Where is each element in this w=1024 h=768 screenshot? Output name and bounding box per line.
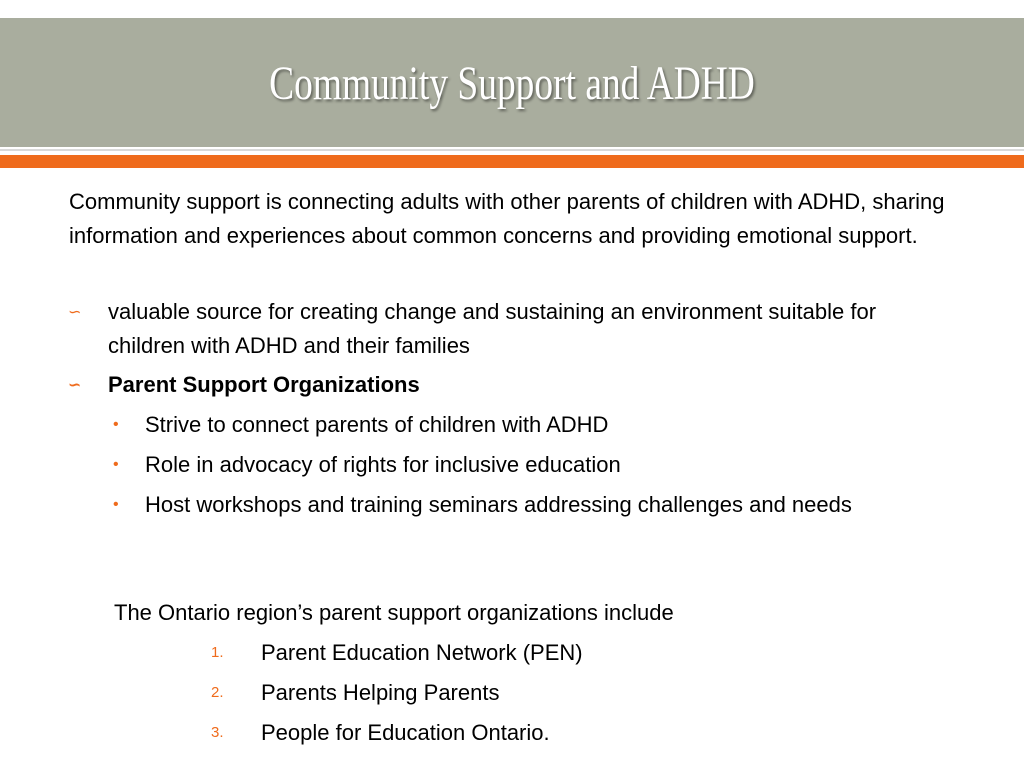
dot-bullet-icon: •	[113, 496, 119, 513]
bullet-item	[68, 295, 938, 363]
sub-bullet-item	[113, 408, 945, 442]
numbered-text: Parents Helping Parents	[261, 680, 500, 705]
bullet-item	[68, 368, 938, 402]
item-number: 2.	[211, 684, 224, 701]
numbered-item	[211, 676, 961, 710]
sub-bullet-text: Host workshops and training seminars addressing challenges and needs	[145, 492, 852, 517]
wave-bullet-icon: ∽	[68, 375, 82, 394]
ontario-intro: The Ontario region’s parent support organizations include	[114, 600, 674, 625]
bullet-text: valuable source for creating change and sustaining an environment suitable for children with ADHD and their families	[108, 299, 877, 358]
item-number: 3.	[211, 724, 224, 741]
dot-bullet-icon: •	[113, 416, 119, 433]
slide-title: Community Support and ADHD	[269, 57, 755, 110]
numbered-item	[211, 636, 961, 670]
sub-bullet-item	[113, 448, 945, 482]
numbered-text: People for Education Ontario.	[261, 720, 550, 745]
intro-paragraph: Community support is connecting adults with other parents of children with ADHD, sharing information and experiences about common concerns and providing emotional support.	[69, 189, 945, 248]
numbered-item	[211, 716, 961, 750]
dot-bullet-icon: •	[113, 456, 119, 473]
bullet-text: Parent Support Organizations	[108, 372, 420, 397]
numbered-text: Parent Education Network (PEN)	[261, 640, 583, 665]
wave-bullet-icon: ∽	[68, 302, 82, 321]
sub-bullet-text: Strive to connect parents of children with ADHD	[145, 412, 609, 437]
sub-bullet-text: Role in advocacy of rights for inclusive education	[145, 452, 621, 477]
item-number: 1.	[211, 644, 224, 661]
sub-bullet-item	[113, 488, 915, 522]
